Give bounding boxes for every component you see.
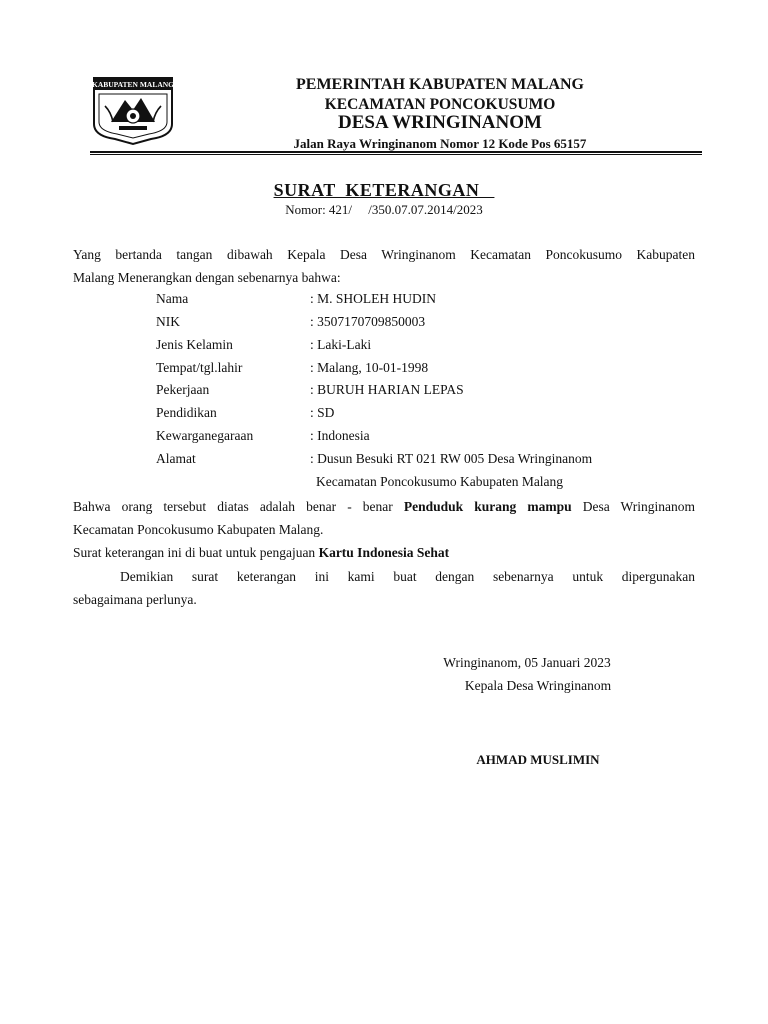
field-value-nama: : M. SHOLEH HUDIN: [310, 291, 436, 306]
letter-title: [200, 180, 568, 201]
field-value-nik: : 3507170709850003: [310, 314, 426, 329]
letter-title-text: SURAT KETERANGAN: [273, 180, 495, 200]
letter-number: Nomor: 421/ /350.07.07.2014/2023: [285, 202, 483, 217]
header-government-line: PEMERINTAH KABUPATEN MALANG: [296, 76, 584, 93]
statement-line-1: [73, 495, 695, 518]
signature-place-date: Wringinanom, 05 Januari 2023: [443, 655, 611, 670]
field-value-jenis-kelamin: : Laki-Laki: [310, 337, 372, 352]
field-value-pendidikan: : SD: [310, 405, 335, 420]
field-label-nik: NIK: [156, 314, 180, 329]
signature-name: AHMAD MUSLIMIN: [476, 752, 600, 767]
purpose-text: Surat keterangan ini di buat untuk pengajuan: [73, 545, 319, 560]
intro-line-2: Malang Menerangkan dengan sebenarnya bahwa:: [73, 270, 341, 285]
field-value-alamat: : Dusun Besuki RT 021 RW 005 Desa Wringinanom: [310, 451, 593, 466]
statement-line-2: Kecamatan Poncokusumo Kabupaten Malang.: [73, 522, 324, 537]
field-label-nama: Nama: [156, 291, 189, 306]
field-label-jenis-kelamin: Jenis Kelamin: [156, 337, 233, 352]
field-label-alamat: Alamat: [156, 451, 196, 466]
statement-text: Bahwa orang tersebut diatas adalah benar - benar: [73, 499, 404, 514]
field-value-pekerjaan: : BURUH HARIAN LEPAS: [310, 382, 464, 397]
header-address-line: Jalan Raya Wringinanom Nomor 12 Kode Pos 65157: [293, 136, 587, 151]
field-label-tempat-tgl-lahir: Tempat/tgl.lahir: [156, 360, 243, 375]
field-label-pendidikan: Pendidikan: [156, 405, 217, 420]
header-divider-thin: [90, 154, 702, 155]
closing-line-2: sebagaimana perlunya.: [73, 592, 197, 607]
statement-status-bold: Penduduk kurang mampu: [403, 499, 572, 514]
statement-village: Desa Wringinanom: [571, 499, 695, 514]
field-value-alamat-continued: Kecamatan Poncokusumo Kabupaten Malang: [316, 474, 564, 489]
purpose-program-bold: Kartu Indonesia Sehat: [318, 545, 450, 560]
header-divider-thick: [90, 151, 702, 153]
field-value-kewarganegaraan: : Indonesia: [310, 428, 370, 443]
header-village-line: DESA WRINGINANOM: [338, 112, 542, 133]
field-label-kewarganegaraan: Kewarganegaraan: [156, 428, 254, 443]
emblem-label: KABUPATEN MALANG: [91, 80, 175, 89]
purpose-line: [73, 541, 695, 564]
field-label-pekerjaan: Pekerjaan: [156, 382, 210, 397]
kabupaten-malang-emblem: [91, 76, 175, 146]
intro-line-1: Yang bertanda tangan dibawah Kepala Desa Wringinanom Kecamatan Poncokusumo Kabupaten: [73, 247, 695, 262]
signature-position: Kepala Desa Wringinanom: [464, 678, 612, 693]
closing-line-1: Demikian surat keterangan ini kami buat dengan sebenarnya untuk dipergunakan: [120, 569, 695, 584]
header-district-line: KECAMATAN PONCOKUSUMO: [324, 96, 556, 113]
field-value-tempat-tgl-lahir: : Malang, 10-01-1998: [310, 360, 429, 375]
